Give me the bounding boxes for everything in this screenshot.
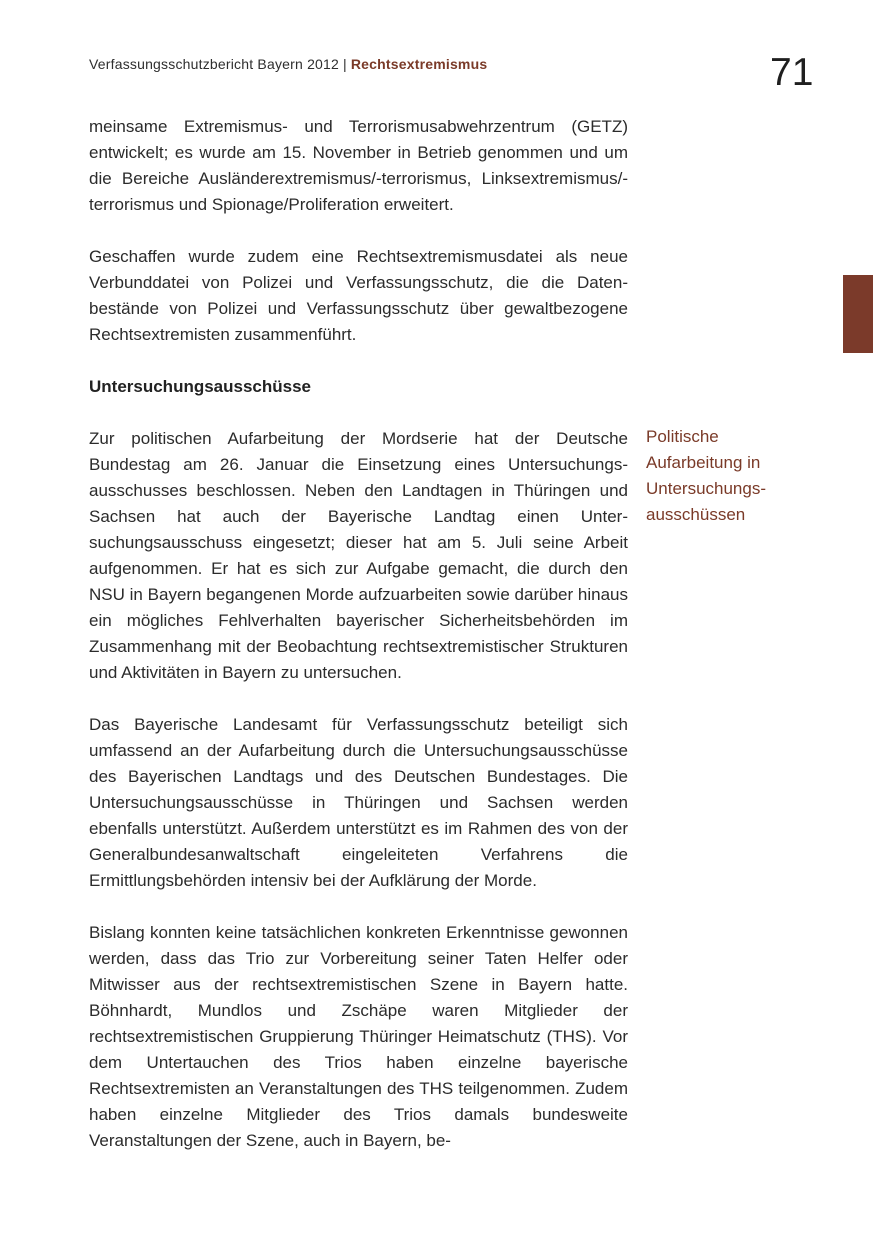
marginal-note: Politische Aufarbeitung in Untersuchungsausschüssen [646, 427, 767, 524]
paragraph-getz: meinsame Extremismus- und Terrorismusabwehrzentrum (GETZ) entwickelt; es wurde am 15. November in Betrieb genommen und um die Bereiche Ausländerextremismus/-terrorismus, Linksextremismus/-terrorismus und Spionage/Proliferation erweitert. [89, 117, 628, 214]
page-number: 71 [770, 51, 814, 94]
paragraph-trio: Bislang konnten keine tatsächlichen konkreten Erkenntnisse gewonnen werden, dass das Trio zur Vorbereitung seiner Taten Helfer oder Mitwisser aus der rechtsextremistischen Szene in Bayern hatte. Böhnhardt, Mundlos und Zschäpe waren Mitglieder der rechtsextremistischen Gruppierung Thüringer Heimatschutz (THS). Vor dem Untertauchen des Trios haben einzelne bayerische Rechtsextremisten an Veranstaltungen des THS teilgenommen. Zudem haben einzelne Mitglieder des Trios damals bundesweite Veranstaltungen der Szene, auch in Bayern, be- [89, 923, 628, 1150]
chapter-edge-tab [843, 275, 873, 353]
paragraph-landesamt: Das Bayerische Landesamt für Verfassungsschutz beteiligt sich umfassend an der Aufarbeitung durch die Untersuchungsausschüsse des Bayerischen Landtags und des Deutschen Bundestages. Die Untersuchungsausschüsse in Thüringen und Sachsen werden ebenfalls unterstützt. Außerdem unterstützt es im Rahmen des von der Generalbundesanwaltschaft eingeleiteten Verfahrens die Ermittlungsbehörden intensiv bei der Aufklärung der Morde. [89, 715, 628, 890]
report-title: Verfassungsschutzbericht Bayern 2012 [89, 56, 340, 72]
section-title: Rechtsextremismus [350, 56, 488, 72]
header-separator: | [343, 56, 347, 72]
running-head [89, 56, 487, 72]
paragraph-untersuchungsausschuss: Zur politischen Aufarbeitung der Mordserie hat der Deutsche Bundestag am 26. Januar die Einsetzung eines Untersuchungsausschusses beschlossen. Neben den Landtagen in Thüringen und Sachsen hat auch der Bayerische Landtag einen Untersuchungsausschuss eingesetzt; dieser hat am 5. Juli seine Arbeit aufgenommen. Er hat es sich zur Aufgabe gemacht, die durch den NSU in Bayern begangenen Morde aufzuarbeiten sowie darüber hinaus ein mögliches Fehlverhalten bayerischer Sicherheitsbehörden im Zusammenhang mit der Beobachtung rechtsextremistischer Strukturen und Aktivitäten in Bayern zu untersuchen. [89, 429, 628, 682]
section-heading: Untersuchungsausschüsse [89, 377, 312, 396]
main-text-column [89, 114, 628, 1180]
paragraph-rechtsextremismusdatei: Geschaffen wurde zudem eine Rechtsextremismusdatei als neue Verbunddatei von Polizei und Verfassungsschutz, die die Datenbestände von Polizei und Verfassungsschutz über gewaltbezogene Rechtsextremisten zusammenführt. [89, 247, 628, 344]
